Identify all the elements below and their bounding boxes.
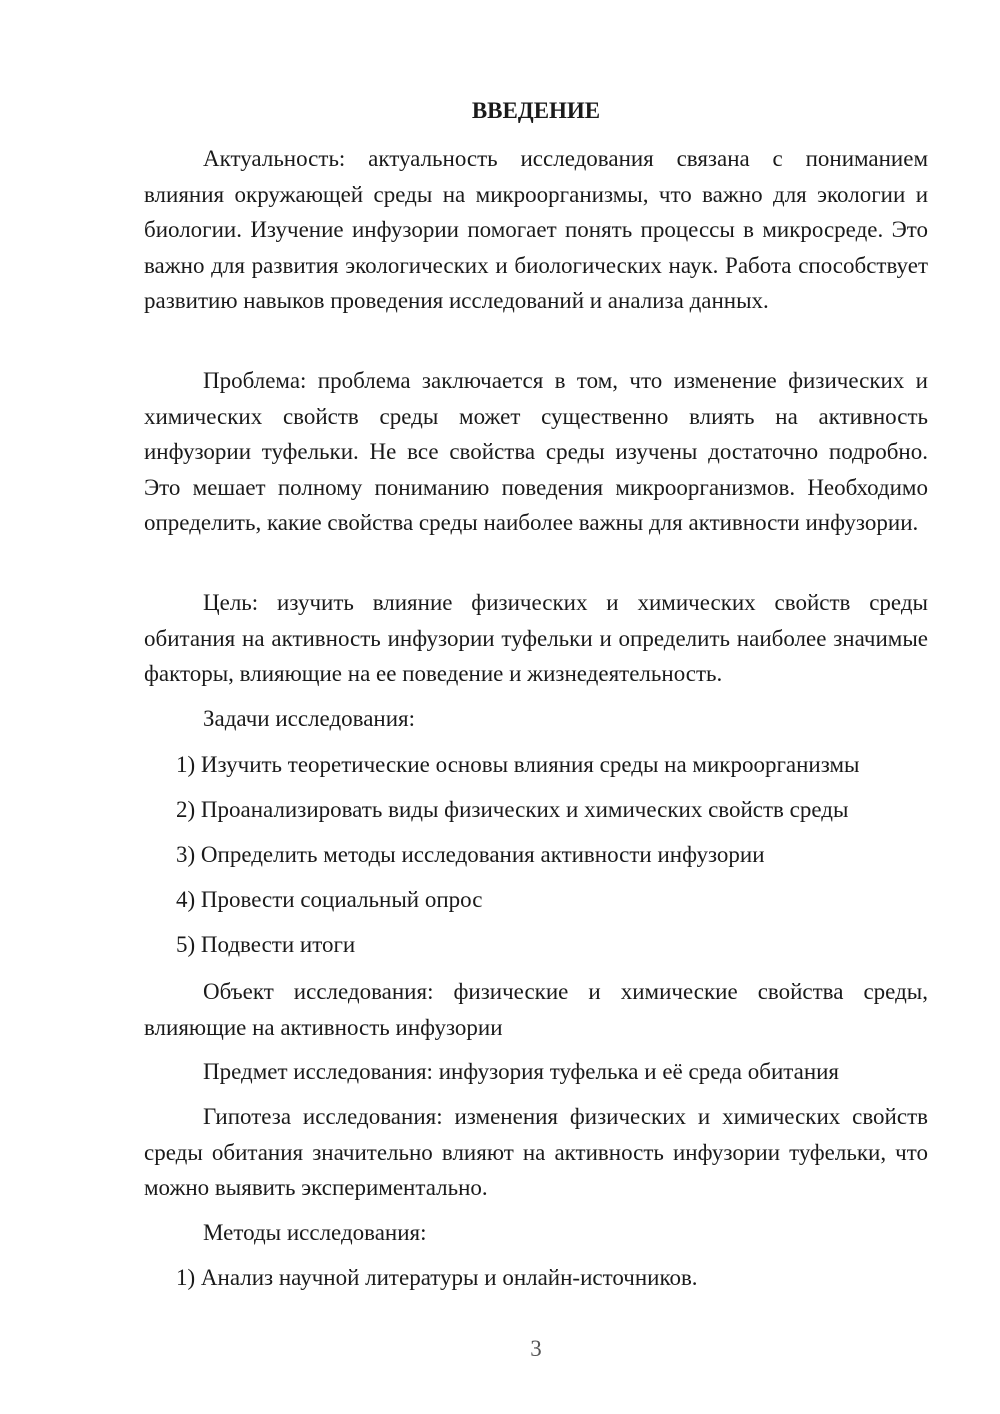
task-item-4: 4) Провести социальный опрос xyxy=(176,887,483,912)
methods-heading: Методы исследования: xyxy=(203,1220,427,1245)
tasks-heading: Задачи исследования: xyxy=(203,706,416,731)
problem-paragraph: Проблема: проблема заключается в том, что изменение физических и химических свойств среды может существенно влиять на активность инфузории туфельки. Не все свойства среды изучены достаточно подробно. Это мешает полному пониманию поведения микроорганизмов. Необходимо определить, какие свойства среды наиболее важны для активности инфузории. xyxy=(144,368,928,535)
method-item-1: 1) Анализ научной литературы и онлайн-источников. xyxy=(176,1265,698,1290)
task-item-1: 1) Изучить теоретические основы влияния среды на микроорганизмы xyxy=(176,752,860,777)
page-title: ВВЕДЕНИЕ xyxy=(471,98,601,123)
hypothesis-paragraph: Гипотеза исследования: изменения физических и химических свойств среды обитания значительно влияют на активность инфузории туфельки, что можно выявить экспериментально. xyxy=(144,1104,928,1200)
task-item-2: 2) Проанализировать виды физических и химических свойств среды xyxy=(176,797,849,822)
subject-paragraph: Предмет исследования: инфузория туфелька и её среда обитания xyxy=(203,1059,840,1084)
object-paragraph: Объект исследования: физические и химические свойства среды, влияющие на активность инфузории xyxy=(144,979,928,1040)
relevance-paragraph: Актуальность: актуальность исследования связана с пониманием влияния окружающей среды на микроорганизмы, что важно для экологии и биологии. Изучение инфузории помогает понять процессы в микросреде. Это важно для развития экологических и биологических наук. Работа способствует развитию навыков проведения исследований и анализа данных. xyxy=(144,146,928,313)
goal-paragraph: Цель: изучить влияние физических и химических свойств среды обитания на активность инфузории туфельки и определить наиболее значимые факторы, влияющие на ее поведение и жизнедеятельность. xyxy=(144,590,928,686)
task-item-5: 5) Подвести итоги xyxy=(176,932,356,957)
page-number: 3 xyxy=(530,1336,542,1361)
task-item-3: 3) Определить методы исследования активности инфузории xyxy=(176,842,765,867)
